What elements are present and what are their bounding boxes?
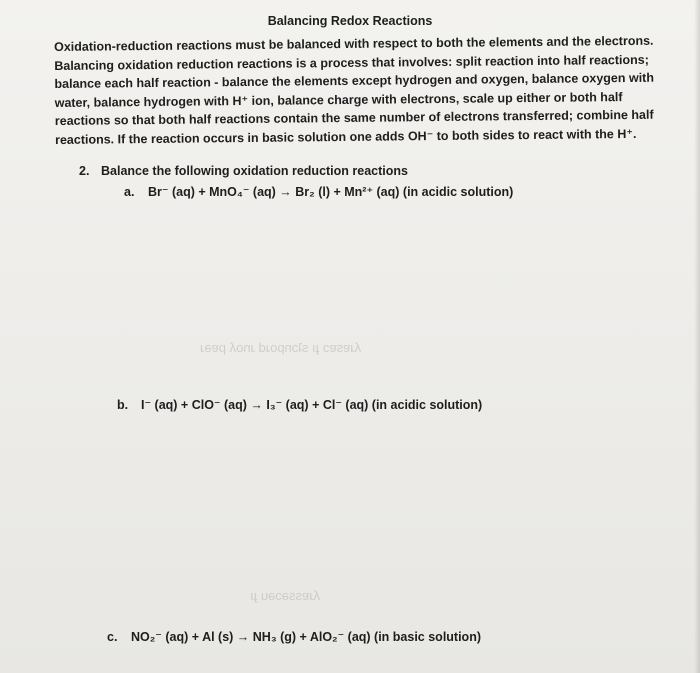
intro-line: reactions. If the reaction occurs in basic solution one adds OH⁻ to both sides to react with the H⁺. (54, 126, 637, 147)
question-number: 2. (79, 164, 90, 178)
intro-line: balance each half reaction - balance the elements except hydrogen and oxygen, balance oxygen with (54, 70, 655, 91)
page-edge-shadow (694, 0, 700, 673)
reaction-part-b (117, 397, 482, 412)
bleed-through-text: ʎɹɐssǝɔǝu ɟı (250, 588, 321, 603)
reaction-equation: I⁻ (aq) + ClO⁻ (aq) → I₃⁻ (aq) + Cl⁻ (aq) (in acidic solution) (141, 398, 483, 412)
part-label: a. (124, 185, 135, 199)
part-label: b. (117, 398, 129, 412)
intro-line: Oxidation-reduction reactions must be balanced with respect to both the elements and the electrons. (54, 33, 654, 54)
reaction-equation: Br⁻ (aq) + MnO₄⁻ (aq) → Br₂ (l) + Mn²⁺ (aq) (in acidic solution) (148, 185, 514, 199)
page-title: Balancing Redox Reactions (267, 14, 433, 28)
intro-line: reactions so that both half reactions contain the same number of electrons transferred; combine half (54, 107, 654, 128)
question-heading (79, 164, 408, 178)
reaction-equation: NO₂⁻ (aq) + Al (s) → NH₃ (g) + AlO₂⁻ (aq) (in basic solution) (131, 630, 481, 644)
intro-line: water, balance hydrogen with H⁺ ion, balance charge with electrons, scale up either or both half (54, 89, 623, 110)
intro-paragraph (54, 32, 665, 149)
intro-line: Balancing oxidation reduction reactions is a process that involves: split reaction into half reactions; (54, 52, 649, 73)
bleed-through-text: ʎɹɐsɐɔ ɟı sʇɔnpoɹd ɹnoʎ pɐǝɹ (200, 340, 362, 355)
part-label: c. (107, 630, 118, 644)
reaction-part-c (107, 629, 481, 644)
reaction-part-a (124, 184, 513, 199)
question-text: Balance the following oxidation reduction reactions (101, 164, 408, 178)
